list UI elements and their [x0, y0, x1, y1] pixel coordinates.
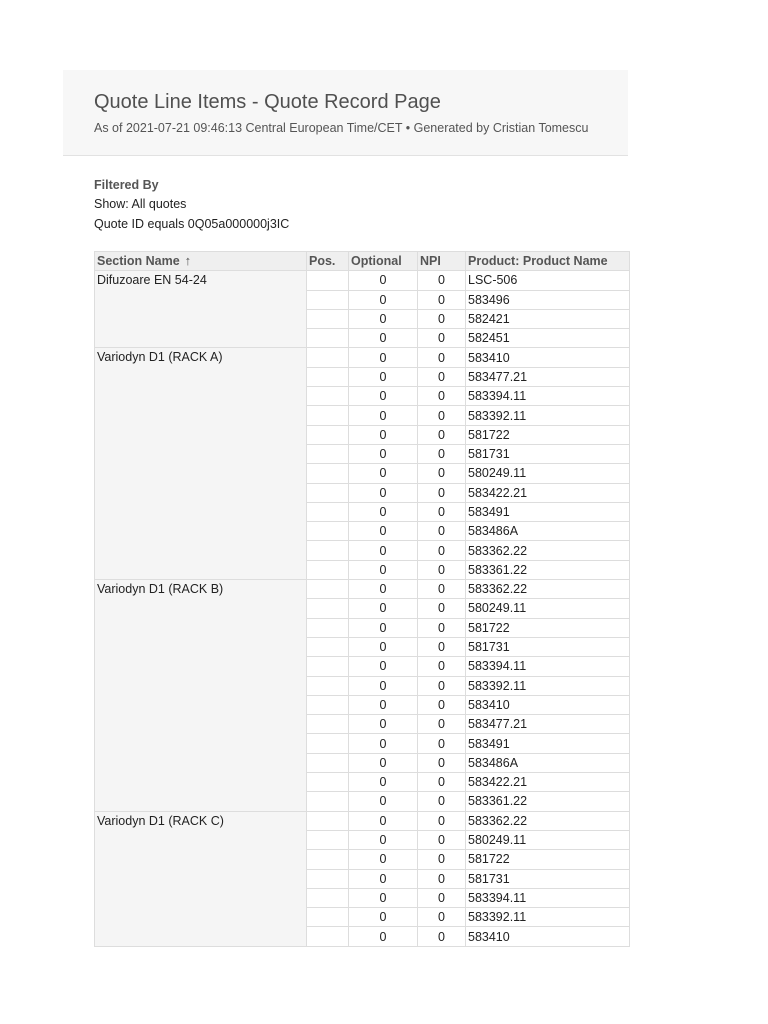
filter-show: Show: All quotes	[94, 197, 187, 212]
product-name-cell: 583477.21	[466, 715, 630, 734]
pos-cell	[307, 637, 349, 656]
pos-cell	[307, 869, 349, 888]
npi-cell: 0	[418, 444, 466, 463]
npi-cell: 0	[418, 888, 466, 907]
npi-cell: 0	[418, 657, 466, 676]
optional-cell: 0	[349, 811, 418, 830]
product-name-cell: 583477.21	[466, 367, 630, 386]
npi-cell: 0	[418, 560, 466, 579]
table-body	[95, 271, 630, 946]
product-name-cell: 581722	[466, 425, 630, 444]
optional-cell: 0	[349, 387, 418, 406]
product-name-cell: 583392.11	[466, 676, 630, 695]
npi-cell: 0	[418, 908, 466, 927]
npi-cell: 0	[418, 695, 466, 714]
optional-cell: 0	[349, 541, 418, 560]
pos-cell	[307, 599, 349, 618]
product-name-cell: 583410	[466, 927, 630, 946]
pos-cell	[307, 657, 349, 676]
optional-cell: 0	[349, 715, 418, 734]
npi-cell: 0	[418, 618, 466, 637]
report-timestamp: As of 2021-07-21 09:46:13 Central European Time/CET • Generated by Cristian Tomescu	[94, 121, 589, 135]
pos-cell	[307, 406, 349, 425]
npi-cell: 0	[418, 464, 466, 483]
product-name-cell: 583491	[466, 734, 630, 753]
npi-cell: 0	[418, 869, 466, 888]
product-name-cell: 580249.11	[466, 830, 630, 849]
optional-cell: 0	[349, 888, 418, 907]
npi-cell: 0	[418, 290, 466, 309]
column-header-optional[interactable]: Optional	[349, 252, 418, 271]
npi-cell: 0	[418, 522, 466, 541]
optional-cell: 0	[349, 425, 418, 444]
product-name-cell: 583362.22	[466, 811, 630, 830]
pos-cell	[307, 580, 349, 599]
product-name-cell: 583422.21	[466, 773, 630, 792]
optional-cell: 0	[349, 560, 418, 579]
pos-cell	[307, 541, 349, 560]
section-name-cell: Variodyn D1 (RACK B)	[95, 580, 307, 812]
optional-cell: 0	[349, 618, 418, 637]
optional-cell: 0	[349, 734, 418, 753]
pos-cell	[307, 888, 349, 907]
product-name-cell: 583361.22	[466, 560, 630, 579]
table-row	[95, 580, 630, 599]
optional-cell: 0	[349, 309, 418, 328]
pos-cell	[307, 309, 349, 328]
section-name-cell: Variodyn D1 (RACK C)	[95, 811, 307, 946]
product-name-cell: 583362.22	[466, 580, 630, 599]
pos-cell	[307, 695, 349, 714]
product-name-cell: 581731	[466, 637, 630, 656]
product-name-cell: 581722	[466, 850, 630, 869]
column-header-pos[interactable]: Pos.	[307, 252, 349, 271]
optional-cell: 0	[349, 367, 418, 386]
pos-cell	[307, 560, 349, 579]
optional-cell: 0	[349, 908, 418, 927]
table-row	[95, 811, 630, 830]
product-name-cell: 583394.11	[466, 387, 630, 406]
pos-cell	[307, 522, 349, 541]
product-name-cell: 580249.11	[466, 599, 630, 618]
npi-cell: 0	[418, 637, 466, 656]
npi-cell: 0	[418, 830, 466, 849]
product-name-cell: 580249.11	[466, 464, 630, 483]
optional-cell: 0	[349, 927, 418, 946]
product-name-cell: 583392.11	[466, 406, 630, 425]
product-name-cell: 583394.11	[466, 888, 630, 907]
product-name-cell: 583496	[466, 290, 630, 309]
npi-cell: 0	[418, 792, 466, 811]
npi-cell: 0	[418, 580, 466, 599]
pos-cell	[307, 329, 349, 348]
column-header-section-name[interactable]: Section Name ↑	[95, 252, 307, 271]
product-name-cell: 583486A	[466, 522, 630, 541]
optional-cell: 0	[349, 483, 418, 502]
optional-cell: 0	[349, 637, 418, 656]
optional-cell: 0	[349, 580, 418, 599]
optional-cell: 0	[349, 502, 418, 521]
pos-cell	[307, 850, 349, 869]
optional-cell: 0	[349, 290, 418, 309]
optional-cell: 0	[349, 444, 418, 463]
table-row	[95, 348, 630, 367]
npi-cell: 0	[418, 850, 466, 869]
optional-cell: 0	[349, 773, 418, 792]
npi-cell: 0	[418, 715, 466, 734]
product-name-cell: 582421	[466, 309, 630, 328]
product-name-cell: 583422.21	[466, 483, 630, 502]
npi-cell: 0	[418, 309, 466, 328]
arrow-up-icon[interactable]: ↑	[184, 253, 192, 269]
npi-cell: 0	[418, 927, 466, 946]
npi-cell: 0	[418, 406, 466, 425]
npi-cell: 0	[418, 599, 466, 618]
product-name-cell: 582451	[466, 329, 630, 348]
npi-cell: 0	[418, 734, 466, 753]
pos-cell	[307, 618, 349, 637]
pos-cell	[307, 464, 349, 483]
pos-cell	[307, 271, 349, 290]
pos-cell	[307, 502, 349, 521]
optional-cell: 0	[349, 792, 418, 811]
product-name-cell: 581731	[466, 869, 630, 888]
pos-cell	[307, 908, 349, 927]
product-name-cell: 583491	[466, 502, 630, 521]
pos-cell	[307, 444, 349, 463]
optional-cell: 0	[349, 676, 418, 695]
product-name-cell: 583486A	[466, 753, 630, 772]
pos-cell	[307, 830, 349, 849]
npi-cell: 0	[418, 425, 466, 444]
npi-cell: 0	[418, 811, 466, 830]
npi-cell: 0	[418, 676, 466, 695]
pos-cell	[307, 290, 349, 309]
pos-cell	[307, 367, 349, 386]
product-name-cell: 583361.22	[466, 792, 630, 811]
report-header	[63, 70, 628, 156]
filters-label: Filtered By	[94, 178, 159, 192]
column-header-product-name[interactable]: Product: Product Name	[466, 252, 630, 271]
pos-cell	[307, 425, 349, 444]
product-name-cell: 581731	[466, 444, 630, 463]
optional-cell: 0	[349, 830, 418, 849]
pos-cell	[307, 773, 349, 792]
product-name-cell: 583410	[466, 348, 630, 367]
column-header-npi[interactable]: NPI	[418, 252, 466, 271]
product-name-cell: LSC-506	[466, 271, 630, 290]
pos-cell	[307, 676, 349, 695]
optional-cell: 0	[349, 348, 418, 367]
optional-cell: 0	[349, 329, 418, 348]
pos-cell	[307, 715, 349, 734]
npi-cell: 0	[418, 773, 466, 792]
optional-cell: 0	[349, 869, 418, 888]
npi-cell: 0	[418, 271, 466, 290]
product-name-cell: 583392.11	[466, 908, 630, 927]
npi-cell: 0	[418, 483, 466, 502]
table-row	[95, 271, 630, 290]
filter-quote-id: Quote ID equals 0Q05a000000j3IC	[94, 216, 290, 231]
filter-summary	[94, 176, 289, 234]
npi-cell: 0	[418, 348, 466, 367]
table-header-row	[95, 252, 630, 271]
page-title: Quote Line Items - Quote Record Page	[94, 91, 441, 113]
optional-cell: 0	[349, 753, 418, 772]
optional-cell: 0	[349, 695, 418, 714]
optional-cell: 0	[349, 522, 418, 541]
optional-cell: 0	[349, 850, 418, 869]
pos-cell	[307, 387, 349, 406]
optional-cell: 0	[349, 406, 418, 425]
pos-cell	[307, 792, 349, 811]
optional-cell: 0	[349, 657, 418, 676]
npi-cell: 0	[418, 502, 466, 521]
product-name-cell: 583410	[466, 695, 630, 714]
optional-cell: 0	[349, 599, 418, 618]
pos-cell	[307, 753, 349, 772]
product-name-cell: 583362.22	[466, 541, 630, 560]
npi-cell: 0	[418, 367, 466, 386]
optional-cell: 0	[349, 271, 418, 290]
quote-line-items-table	[94, 251, 630, 947]
product-name-cell: 581722	[466, 618, 630, 637]
npi-cell: 0	[418, 753, 466, 772]
section-name-cell: Variodyn D1 (RACK A)	[95, 348, 307, 580]
pos-cell	[307, 734, 349, 753]
product-name-cell: 583394.11	[466, 657, 630, 676]
npi-cell: 0	[418, 541, 466, 560]
npi-cell: 0	[418, 387, 466, 406]
npi-cell: 0	[418, 329, 466, 348]
pos-cell	[307, 348, 349, 367]
pos-cell	[307, 927, 349, 946]
optional-cell: 0	[349, 464, 418, 483]
pos-cell	[307, 483, 349, 502]
section-name-cell: Difuzoare EN 54-24	[95, 271, 307, 348]
pos-cell	[307, 811, 349, 830]
